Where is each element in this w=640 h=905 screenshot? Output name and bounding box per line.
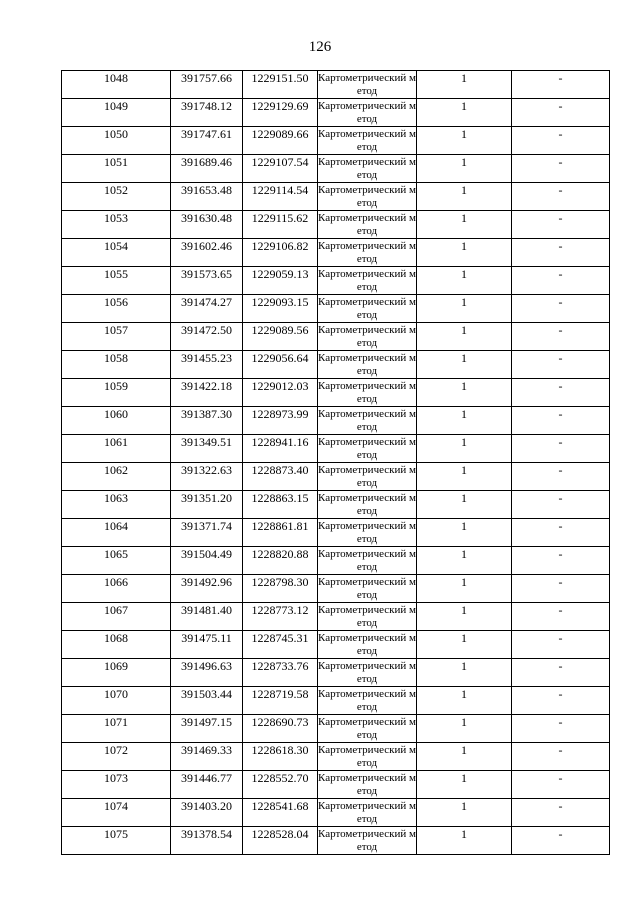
y-coordinate-cell: 1228861.81 [243, 519, 318, 547]
note-cell: - [512, 379, 610, 407]
table-row [62, 631, 610, 659]
point-number-cell: 1069 [62, 659, 171, 687]
note-cell: - [512, 743, 610, 771]
table-row [62, 379, 610, 407]
point-number-cell: 1051 [62, 155, 171, 183]
point-number-cell: 1056 [62, 295, 171, 323]
x-coordinate-cell: 391322.63 [171, 463, 243, 491]
x-coordinate-cell: 391602.46 [171, 239, 243, 267]
accuracy-cell: 1 [417, 743, 512, 771]
table-row [62, 127, 610, 155]
method-cell: Картометрический метод [318, 492, 416, 517]
method-cell: Картометрический метод [318, 604, 416, 629]
point-number-cell: 1070 [62, 687, 171, 715]
table-row [62, 183, 610, 211]
x-coordinate-cell: 391747.61 [171, 127, 243, 155]
page-number: 126 [308, 39, 332, 55]
method-cell: Картометрический метод [318, 296, 416, 321]
note-cell: - [512, 323, 610, 351]
y-coordinate-cell: 1228528.04 [243, 827, 318, 855]
accuracy-cell: 1 [417, 687, 512, 715]
table-row [62, 519, 610, 547]
y-coordinate-cell: 1228820.88 [243, 547, 318, 575]
point-number-cell: 1066 [62, 575, 171, 603]
y-coordinate-cell: 1228541.68 [243, 799, 318, 827]
point-number-cell: 1054 [62, 239, 171, 267]
point-number-cell: 1061 [62, 435, 171, 463]
x-coordinate-cell: 391496.63 [171, 659, 243, 687]
point-number-cell: 1064 [62, 519, 171, 547]
point-number-cell: 1050 [62, 127, 171, 155]
point-number-cell: 1049 [62, 99, 171, 127]
table-row [62, 799, 610, 827]
y-coordinate-cell: 1229114.54 [243, 183, 318, 211]
x-coordinate-cell: 391504.49 [171, 547, 243, 575]
x-coordinate-cell: 391748.12 [171, 99, 243, 127]
point-number-cell: 1062 [62, 463, 171, 491]
table-row [62, 351, 610, 379]
method-cell: Картометрический метод [318, 520, 416, 545]
note-cell: - [512, 715, 610, 743]
table-row [62, 603, 610, 631]
y-coordinate-cell: 1229151.50 [243, 71, 318, 99]
note-cell: - [512, 407, 610, 435]
note-cell: - [512, 239, 610, 267]
table-row [62, 155, 610, 183]
method-cell: Картометрический метод [318, 436, 416, 461]
accuracy-cell: 1 [417, 463, 512, 491]
method-cell: Картометрический метод [318, 716, 416, 741]
x-coordinate-cell: 391371.74 [171, 519, 243, 547]
method-cell: Картометрический метод [318, 156, 416, 181]
method-cell: Картометрический метод [318, 72, 416, 97]
table-row [62, 547, 610, 575]
y-coordinate-cell: 1228941.16 [243, 435, 318, 463]
table-row [62, 99, 610, 127]
accuracy-cell: 1 [417, 827, 512, 855]
note-cell: - [512, 463, 610, 491]
accuracy-cell: 1 [417, 71, 512, 99]
method-cell: Картометрический метод [318, 100, 416, 125]
y-coordinate-cell: 1228973.99 [243, 407, 318, 435]
accuracy-cell: 1 [417, 127, 512, 155]
table-row [62, 575, 610, 603]
y-coordinate-cell: 1229056.64 [243, 351, 318, 379]
table-row [62, 71, 610, 99]
method-cell: Картометрический метод [318, 744, 416, 769]
point-number-cell: 1065 [62, 547, 171, 575]
method-cell: Картометрический метод [318, 688, 416, 713]
point-number-cell: 1053 [62, 211, 171, 239]
method-cell: Картометрический метод [318, 576, 416, 601]
accuracy-cell: 1 [417, 547, 512, 575]
accuracy-cell: 1 [417, 239, 512, 267]
accuracy-cell: 1 [417, 659, 512, 687]
method-cell: Картометрический метод [318, 212, 416, 237]
y-coordinate-cell: 1228745.31 [243, 631, 318, 659]
method-cell: Картометрический метод [318, 800, 416, 825]
point-number-cell: 1055 [62, 267, 171, 295]
y-coordinate-cell: 1228618.30 [243, 743, 318, 771]
method-cell: Картометрический метод [318, 660, 416, 685]
method-cell: Картометрический метод [318, 268, 416, 293]
note-cell: - [512, 631, 610, 659]
table-row [62, 743, 610, 771]
x-coordinate-cell: 391653.48 [171, 183, 243, 211]
note-cell: - [512, 659, 610, 687]
note-cell: - [512, 603, 610, 631]
accuracy-cell: 1 [417, 715, 512, 743]
table-row [62, 659, 610, 687]
y-coordinate-cell: 1229129.69 [243, 99, 318, 127]
note-cell: - [512, 547, 610, 575]
x-coordinate-cell: 391378.54 [171, 827, 243, 855]
method-cell: Картометрический метод [318, 548, 416, 573]
note-cell: - [512, 155, 610, 183]
x-coordinate-cell: 391497.15 [171, 715, 243, 743]
accuracy-cell: 1 [417, 631, 512, 659]
x-coordinate-cell: 391387.30 [171, 407, 243, 435]
x-coordinate-cell: 391573.65 [171, 267, 243, 295]
method-cell: Картометрический метод [318, 352, 416, 377]
x-coordinate-cell: 391757.66 [171, 71, 243, 99]
note-cell: - [512, 211, 610, 239]
table-row [62, 323, 610, 351]
point-number-cell: 1058 [62, 351, 171, 379]
y-coordinate-cell: 1229106.82 [243, 239, 318, 267]
y-coordinate-cell: 1228798.30 [243, 575, 318, 603]
y-coordinate-cell: 1228552.70 [243, 771, 318, 799]
y-coordinate-cell: 1228863.15 [243, 491, 318, 519]
method-cell: Картометрический метод [318, 128, 416, 153]
table-row [62, 827, 610, 855]
table-row [62, 715, 610, 743]
x-coordinate-cell: 391492.96 [171, 575, 243, 603]
x-coordinate-cell: 391469.33 [171, 743, 243, 771]
point-number-cell: 1067 [62, 603, 171, 631]
accuracy-cell: 1 [417, 155, 512, 183]
point-number-cell: 1075 [62, 827, 171, 855]
x-coordinate-cell: 391503.44 [171, 687, 243, 715]
method-cell: Картометрический метод [318, 380, 416, 405]
point-number-cell: 1074 [62, 799, 171, 827]
y-coordinate-cell: 1228873.40 [243, 463, 318, 491]
y-coordinate-cell: 1228719.58 [243, 687, 318, 715]
accuracy-cell: 1 [417, 323, 512, 351]
point-number-cell: 1057 [62, 323, 171, 351]
note-cell: - [512, 687, 610, 715]
table-row [62, 491, 610, 519]
y-coordinate-cell: 1228773.12 [243, 603, 318, 631]
method-cell: Картометрический метод [318, 184, 416, 209]
x-coordinate-cell: 391475.11 [171, 631, 243, 659]
note-cell: - [512, 183, 610, 211]
point-number-cell: 1073 [62, 771, 171, 799]
y-coordinate-cell: 1229093.15 [243, 295, 318, 323]
x-coordinate-cell: 391351.20 [171, 491, 243, 519]
note-cell: - [512, 71, 610, 99]
method-cell: Картометрический метод [318, 240, 416, 265]
accuracy-cell: 1 [417, 435, 512, 463]
point-number-cell: 1048 [62, 71, 171, 99]
note-cell: - [512, 575, 610, 603]
accuracy-cell: 1 [417, 267, 512, 295]
point-number-cell: 1063 [62, 491, 171, 519]
table-row [62, 407, 610, 435]
note-cell: - [512, 799, 610, 827]
note-cell: - [512, 267, 610, 295]
y-coordinate-cell: 1229089.66 [243, 127, 318, 155]
table-row [62, 771, 610, 799]
method-cell: Картометрический метод [318, 408, 416, 433]
note-cell: - [512, 127, 610, 155]
accuracy-cell: 1 [417, 799, 512, 827]
accuracy-cell: 1 [417, 575, 512, 603]
x-coordinate-cell: 391446.77 [171, 771, 243, 799]
accuracy-cell: 1 [417, 295, 512, 323]
method-cell: Картометрический метод [318, 464, 416, 489]
accuracy-cell: 1 [417, 407, 512, 435]
x-coordinate-cell: 391349.51 [171, 435, 243, 463]
coordinates-table-body [62, 71, 610, 855]
accuracy-cell: 1 [417, 603, 512, 631]
accuracy-cell: 1 [417, 99, 512, 127]
method-cell: Картометрический метод [318, 632, 416, 657]
note-cell: - [512, 491, 610, 519]
x-coordinate-cell: 391422.18 [171, 379, 243, 407]
table-row [62, 463, 610, 491]
y-coordinate-cell: 1228733.76 [243, 659, 318, 687]
accuracy-cell: 1 [417, 771, 512, 799]
note-cell: - [512, 519, 610, 547]
point-number-cell: 1068 [62, 631, 171, 659]
x-coordinate-cell: 391481.40 [171, 603, 243, 631]
x-coordinate-cell: 391403.20 [171, 799, 243, 827]
note-cell: - [512, 295, 610, 323]
coordinates-table [61, 70, 610, 855]
y-coordinate-cell: 1228690.73 [243, 715, 318, 743]
x-coordinate-cell: 391455.23 [171, 351, 243, 379]
accuracy-cell: 1 [417, 491, 512, 519]
y-coordinate-cell: 1229115.62 [243, 211, 318, 239]
note-cell: - [512, 351, 610, 379]
table-row [62, 267, 610, 295]
point-number-cell: 1072 [62, 743, 171, 771]
method-cell: Картометрический метод [318, 324, 416, 349]
method-cell: Картометрический метод [318, 828, 416, 853]
accuracy-cell: 1 [417, 211, 512, 239]
accuracy-cell: 1 [417, 379, 512, 407]
accuracy-cell: 1 [417, 519, 512, 547]
point-number-cell: 1059 [62, 379, 171, 407]
table-row [62, 435, 610, 463]
table-row [62, 211, 610, 239]
table-row [62, 687, 610, 715]
x-coordinate-cell: 391630.48 [171, 211, 243, 239]
note-cell: - [512, 827, 610, 855]
accuracy-cell: 1 [417, 351, 512, 379]
x-coordinate-cell: 391474.27 [171, 295, 243, 323]
accuracy-cell: 1 [417, 183, 512, 211]
y-coordinate-cell: 1229012.03 [243, 379, 318, 407]
table-row [62, 295, 610, 323]
point-number-cell: 1071 [62, 715, 171, 743]
x-coordinate-cell: 391689.46 [171, 155, 243, 183]
note-cell: - [512, 99, 610, 127]
point-number-cell: 1052 [62, 183, 171, 211]
note-cell: - [512, 771, 610, 799]
note-cell: - [512, 435, 610, 463]
x-coordinate-cell: 391472.50 [171, 323, 243, 351]
y-coordinate-cell: 1229089.56 [243, 323, 318, 351]
y-coordinate-cell: 1229059.13 [243, 267, 318, 295]
table-row [62, 239, 610, 267]
point-number-cell: 1060 [62, 407, 171, 435]
method-cell: Картометрический метод [318, 772, 416, 797]
y-coordinate-cell: 1229107.54 [243, 155, 318, 183]
